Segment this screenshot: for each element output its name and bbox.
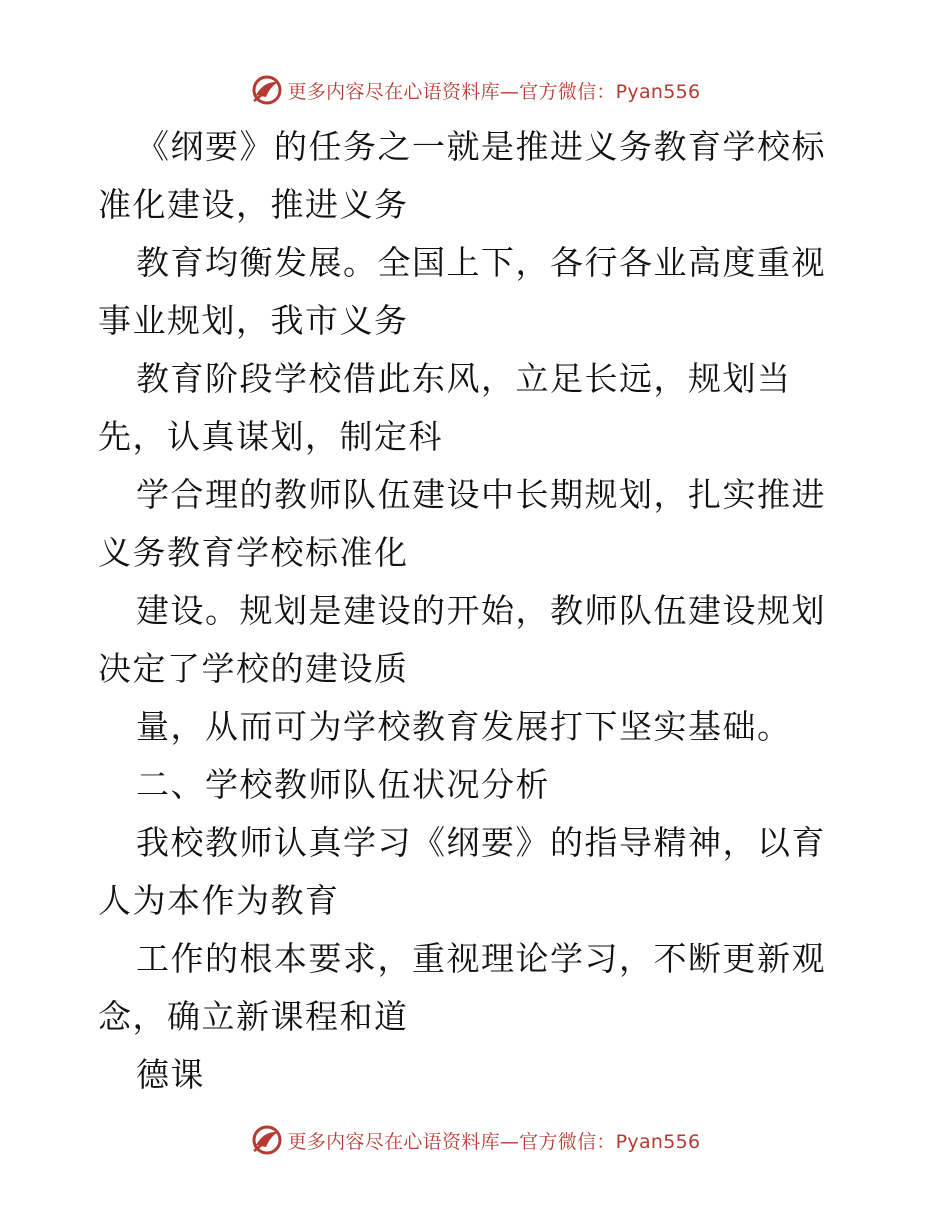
paragraph: 量，从而可为学校教育发展打下坚实基础。 (136, 707, 792, 746)
watermark-text: 更多内容尽在心语资料库—官方微信：Pyan556 (287, 80, 701, 103)
section-heading: 二、学校教师队伍状况分析 (136, 765, 550, 804)
paragraph: 建设。规划是建设的开始，教师队伍建设规划决定了学校的建设质 (98, 591, 826, 688)
watermark-text: 更多内容尽在心语资料库—官方微信：Pyan556 (287, 1130, 701, 1153)
pen-nib-logo-icon (250, 73, 284, 107)
header-watermark (0, 70, 950, 110)
pen-nib-logo-icon (250, 1123, 284, 1157)
paragraph: 工作的根本要求，重视理论学习，不断更新观念，确立新课程和道 (98, 939, 826, 1036)
paragraph: 教育均衡发展。全国上下，各行各业高度重视事业规划，我市义务 (98, 243, 826, 340)
paragraph: 《纲要》的任务之一就是推进义务教育学校标准化建设，推进义务 (98, 127, 826, 224)
paragraph: 我校教师认真学习《纲要》的指导精神，以育人为本作为教育 (98, 823, 826, 920)
document-body (98, 118, 858, 1104)
footer-watermark (0, 1120, 950, 1160)
paragraph: 德课 (136, 1055, 205, 1094)
paragraph: 教育阶段学校借此东风，立足长远，规划当先，认真谋划，制定科 (98, 359, 792, 456)
paragraph: 学合理的教师队伍建设中长期规划，扎实推进义务教育学校标准化 (98, 475, 826, 572)
